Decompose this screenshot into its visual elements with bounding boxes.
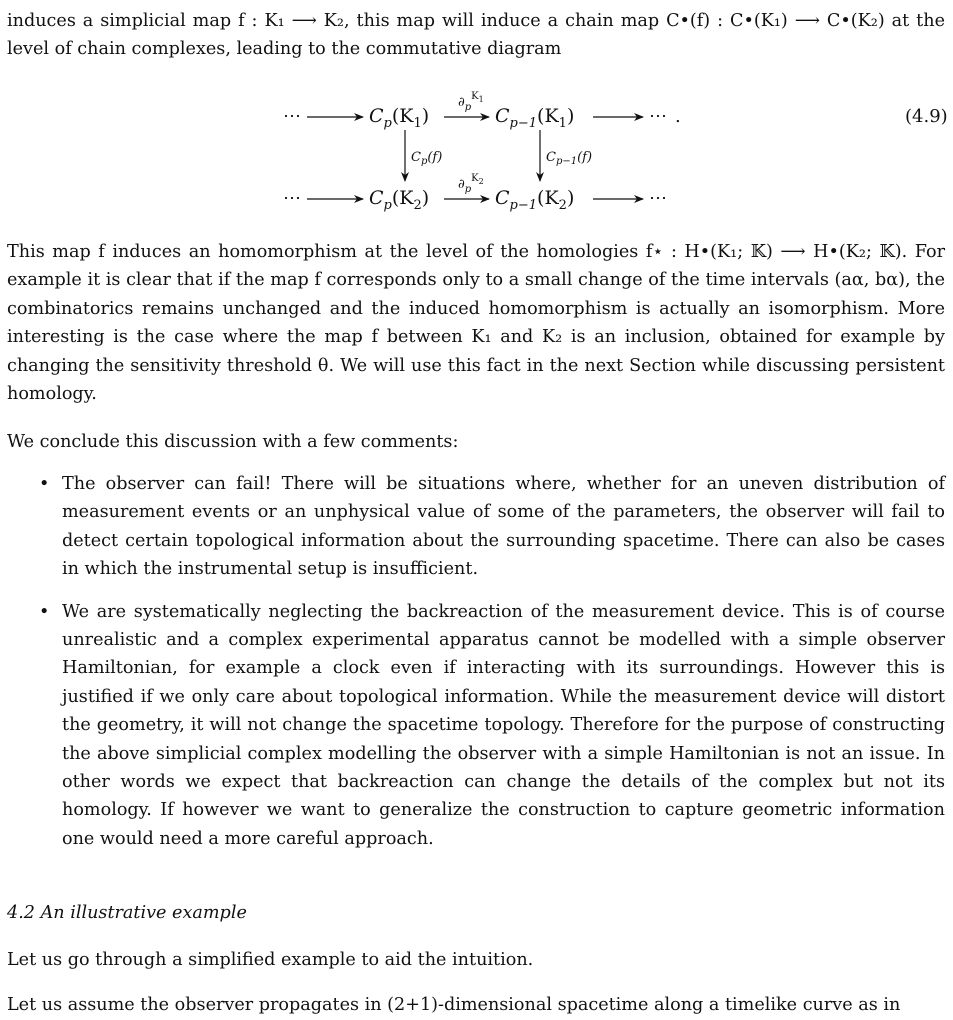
list-item-text: The observer can fail! There will be situations where, whether for an uneven distribution of measurement events or an unphysical value of some of the parameters, the observer will fail to detect certain topological information about the surrounding spacetime. There can also be cases in which the instrumental setup is insufficient. bbox=[62, 474, 945, 580]
bottom-boundary-label: $\partial_p^K_2$ bbox=[458, 173, 484, 195]
row1-right-object: $C_{p-1}(K_1)$ bbox=[495, 105, 575, 131]
commutative-diagram bbox=[7, 84, 953, 214]
diagram-period: . bbox=[675, 106, 681, 127]
bullet-marker: • bbox=[39, 474, 50, 494]
paragraph-comments-intro: We conclude this discussion with a few comments: bbox=[7, 432, 459, 452]
comments-list bbox=[7, 470, 945, 867]
equation-number: (4.9) bbox=[905, 106, 948, 127]
top-boundary-label: $\partial_p^K_1$ bbox=[458, 91, 484, 113]
row2-dots-right: ⋯ bbox=[649, 188, 667, 209]
top-paragraph: induces a simplicial map f : K₁ ⟶ K₂, this map will induce a chain map C•(f) : C•(K₁) ⟶ C•(K₂) at the level of chain complexes, leading to the commutative diagram bbox=[7, 11, 945, 60]
row1-dots-right: ⋯ bbox=[649, 106, 667, 127]
right-vertical-label: $C_{p-1}(f)$ bbox=[546, 150, 593, 167]
section-heading: 4.2 An illustrative example bbox=[7, 903, 247, 923]
row2-dots-left: ⋯ bbox=[283, 188, 301, 209]
commutative-diagram-svg bbox=[7, 84, 953, 214]
row1-left-object: $C_p(K_1)$ bbox=[369, 105, 430, 131]
row2-right-object: $C_{p-1}(K_2)$ bbox=[495, 187, 575, 213]
list-item bbox=[7, 598, 945, 854]
paragraph-homomorphism: This map f induces an homomorphism at the level of the homologies f⋆ : H•(K₁; 𝕂) ⟶ H•(K₂; 𝕂). For example it is clear that if the map f corresponds only to a small change of the time intervals (aα, bα), the combinatorics remains unchanged and the induced homomorphism is actually an isomorphism. More interesting is the case where the map f between K₁ and K₂ is an inclusion, obtained for example by changing the sensitivity threshold θ. We will use this fact in the next Section while discussing persistent homology. bbox=[7, 242, 945, 405]
row1-dots-left: ⋯ bbox=[283, 106, 301, 127]
list-item-text: We are systematically neglecting the backreaction of the measurement device. This is of course unrealistic and a complex experimental apparatus cannot be modelled with a simple observer Hamiltonian, for example a clock even if interacting with its surroundings. However this is justified if we only care about topological information. While the measurement device will distort the geometry, it will not change the spacetime topology. Therefore for the purpose of constructing the above simplicial complex modelling the observer with a simple Hamiltonian is not an issue. In other words we expect that backreaction can change the details of the complex but not its homology. If however we want to generalize the construction to capture geometric information one would need a more careful approach. bbox=[62, 601, 945, 849]
paragraph-example-intro: Let us go through a simplified example to aid the intuition. bbox=[7, 950, 534, 970]
bullet-marker: • bbox=[39, 601, 50, 622]
paragraph-assumption: Let us assume the observer propagates in (2+1)-dimensional spacetime along a timelike curve as in bbox=[7, 995, 901, 1015]
list-item bbox=[7, 470, 945, 584]
row2-left-object: $C_p(K_2)$ bbox=[369, 187, 430, 213]
left-vertical-label: $C_p(f)$ bbox=[411, 150, 443, 167]
